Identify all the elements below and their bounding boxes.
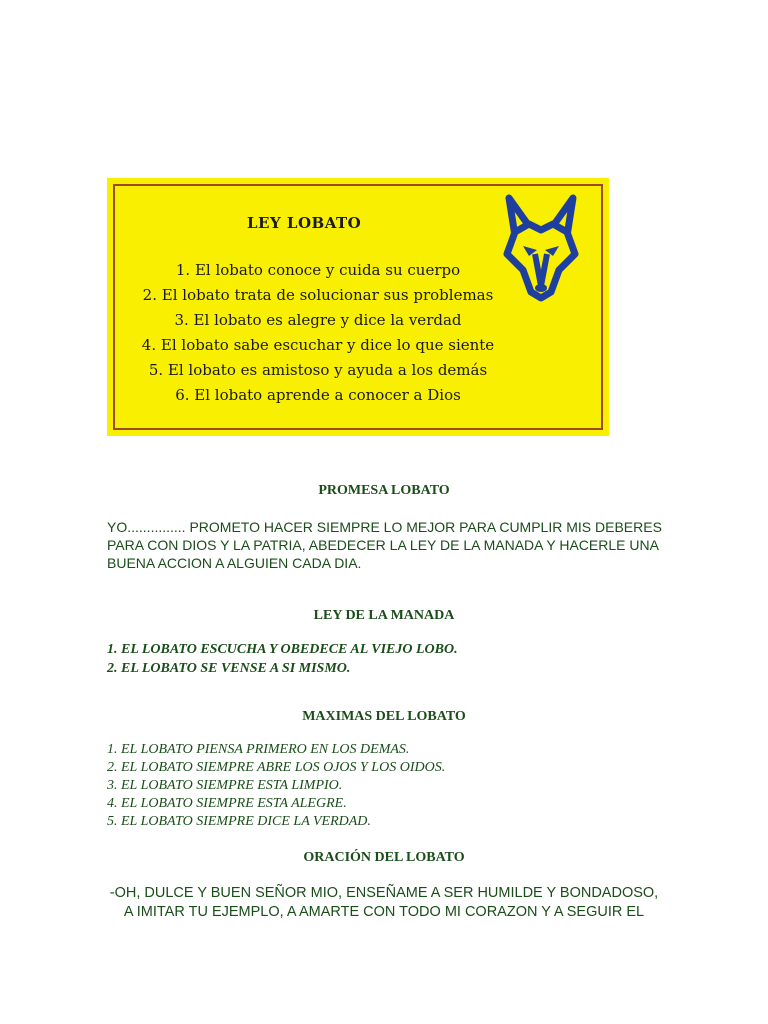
law-card-item: 4. El lobato sabe escuchar y dice lo que siente — [141, 336, 495, 354]
law-card-item: 3. El lobato es alegre y dice la verdad — [174, 311, 462, 329]
promise-title: PROMESA LOBATO — [318, 483, 450, 498]
pack-law-title: LEY DE LA MANADA — [313, 608, 455, 623]
prayer-title: ORACIÓN DEL LOBATO — [303, 850, 465, 865]
list-item: 2. EL LOBATO SE VENSE A SI MISMO. — [107, 661, 351, 676]
maxims-list — [107, 741, 445, 831]
law-card-item: 1. El lobato conoce y cuida su cuerpo — [175, 261, 461, 279]
list-item: 1. EL LOBATO PIENSA PRIMERO EN LOS DEMAS. — [107, 742, 410, 757]
law-card-item: 5. El lobato es amistoso y ayuda a los demás — [148, 361, 488, 379]
prayer-text — [100, 884, 668, 922]
wolf-head-icon — [499, 192, 583, 302]
promise-text: YO............... PROMETO HACER SIEMPRE LO MEJOR PARA CUMPLIR MIS DEBERES PARA CON DIOS Y LA PATRIA, ABEDECER LA LEY DE LA MANADA Y HACERLE UNA BUENA ACCION A ALGUIEN CADA DIA. — [107, 519, 662, 571]
law-card-item: 6. El lobato aprende a conocer a Dios — [175, 386, 461, 404]
prayer-line: -OH, DULCE Y BUEN SEÑOR MIO, ENSEÑAME A SER HUMILDE Y BONDADOSO, — [109, 885, 659, 901]
list-item: 1. EL LOBATO ESCUCHA Y OBEDECE AL VIEJO LOBO. — [107, 642, 458, 657]
list-item: 3. EL LOBATO SIEMPRE ESTA LIMPIO. — [107, 778, 343, 793]
law-card — [107, 178, 609, 436]
list-item: 4. EL LOBATO SIEMPRE ESTA ALEGRE. — [107, 796, 347, 811]
maxims-title: MAXIMAS DEL LOBATO — [302, 709, 466, 724]
law-card-list — [133, 258, 503, 408]
pack-law-list — [107, 640, 458, 678]
law-card-title: LEY LOBATO — [247, 214, 362, 232]
list-item: 5. EL LOBATO SIEMPRE DICE LA VERDAD. — [107, 814, 371, 829]
prayer-line: A IMITAR TU EJEMPLO, A AMARTE CON TODO MI CORAZON Y A SEGUIR EL — [123, 904, 645, 920]
law-card-item: 2. El lobato trata de solucionar sus problemas — [142, 286, 494, 304]
list-item: 2. EL LOBATO SIEMPRE ABRE LOS OJOS Y LOS OIDOS. — [107, 760, 446, 775]
